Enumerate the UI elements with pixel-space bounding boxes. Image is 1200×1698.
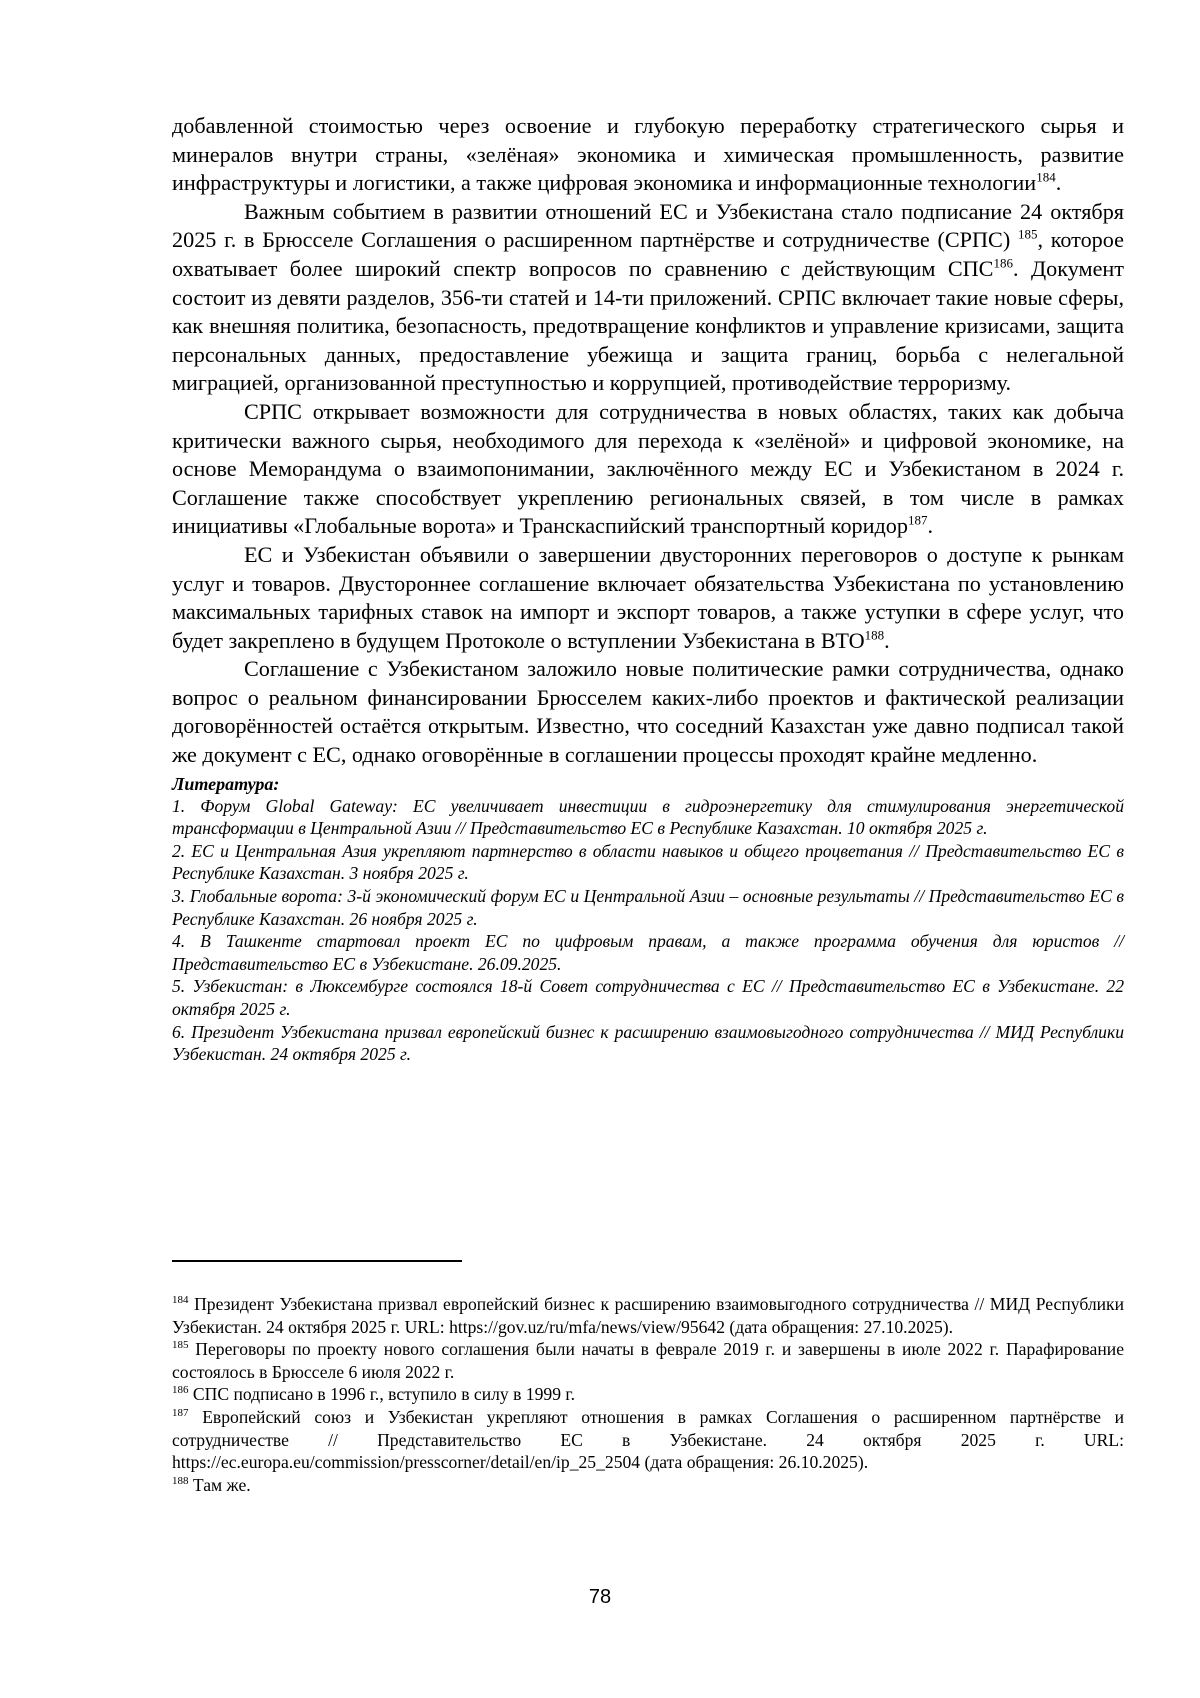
footnote-187 <box>172 1406 1124 1474</box>
literature-item: 2. ЕС и Центральная Азия укрепляют партнерство в области навыков и общего процветания // Представительство ЕС в Республике Казахстан. 3 ноября 2025 г. <box>172 840 1124 884</box>
footnote-ref-184[interactable]: 184 <box>1036 169 1056 185</box>
paragraph-text: Важным событием в развитии отношений ЕС и Узбекистана стало подписание 24 октября 2025 г. в Брюсселе Соглашения о расширенном партнёрстве и сотрудничестве (СРПС) <box>172 198 1124 253</box>
paragraph-srps-signing <box>172 198 1124 398</box>
paragraph-text-end: . <box>1055 170 1062 196</box>
literature-item: 1. Форум Global Gateway: ЕС увеличивает инвестиции в гидроэнергетику для стимулирования энергетической трансформации в Центральной Азии // Представительство ЕС в Республике Казахстан. 10 октября 2025 г. <box>172 795 1124 839</box>
footnote-188 <box>172 1474 1124 1497</box>
page-number: 78 <box>588 1586 612 1608</box>
paragraph-text: СРПС открывает возможности для сотрудничества в новых областях, таких как добыча критически важного сырья, необходимого для перехода к «зелёной» и цифровой экономике, на основе Меморандума о взаимопонимании, заключённого между ЕС и Узбекистаном в 2024 г. Соглашение также способствует укреплению региональных связей, в том числе в рамках инициативы «Глобальные ворота» и Транскаспийский транспортный коридор <box>172 398 1124 539</box>
body-text <box>172 112 1124 770</box>
literature-heading: Литература: <box>172 773 280 794</box>
page-content <box>172 112 1124 1066</box>
footnote-text: Там же. <box>192 1474 251 1495</box>
footnote-184 <box>172 1293 1124 1338</box>
literature-item: 6. Президент Узбекистана призвал европейский бизнес к расширению взаимовыгодного сотрудничества // МИД Республики Узбекистан. 24 октября 2025 г. <box>172 1021 1124 1065</box>
footnote-number: 186 <box>172 1384 189 1397</box>
footnote-185 <box>172 1338 1124 1383</box>
footnote-ref-187[interactable]: 187 <box>908 512 928 528</box>
footnote-ref-188[interactable]: 188 <box>864 627 885 643</box>
footnote-number: 188 <box>172 1474 189 1487</box>
footnote-number: 187 <box>172 1407 189 1420</box>
footnote-186 <box>172 1383 1124 1406</box>
footnote-ref-186[interactable]: 186 <box>993 255 1013 271</box>
paragraph-continuation <box>172 112 1124 198</box>
paragraph-text: добавленной стоимостью через освоение и глубокую переработку стратегического сырья и минералов внутри страны, «зелёная» экономика и химическая промышленность, развитие инфраструктуры и логистики, а также цифровая экономика и информационные технологии <box>172 113 1124 196</box>
footnote-ref-185[interactable]: 185 <box>1017 226 1038 242</box>
footnote-text: Европейский союз и Узбекистан укрепляют отношения в рамках Соглашения о расширенном партнёрстве и сотрудничестве // Представительство ЕС в Узбекистане. 24 октября 2025 г. URL: https://ec.europa.eu/commission/presscorner/detail/en/ip_25_2504 (дата обращения: 26.10.2025). <box>172 1406 1125 1473</box>
literature-item: 5. Узбекистан: в Люксембурге состоялся 18-й Совет сотрудничества с ЕС // Представительство ЕС в Узбекистане. 22 октября 2025 г. <box>172 976 1124 1019</box>
footnote-text: Переговоры по проекту нового соглашения были начаты в феврале 2019 г. и завершены в июле 2022 г. Парафирование состоялось в Брюсселе 6 июля 2022 г. <box>172 1339 1124 1382</box>
paragraph-wto-negotiations <box>172 541 1124 655</box>
literature-item: 3. Глобальные ворота: 3-й экономический форум ЕС и Центральной Азии – основные результаты // Представительство ЕС в Республике Казахстан. 26 ноября 2025 г. <box>172 886 1124 929</box>
footnote-number: 184 <box>172 1294 189 1307</box>
footnote-text: Президент Узбекистана призвал европейский бизнес к расширению взаимовыгодного сотрудничества // МИД Республики Узбекистан. 24 октября 2025 г. URL: https://gov.uz/ru/mfa/news/view/95642 (дата обращения: 27.10.2025). <box>172 1294 1124 1337</box>
footnote-separator <box>172 1260 462 1262</box>
paragraph-text-end: . Документ состоит из девяти разделов, 356-ти статей и 14-ти приложений. СРПС включает такие новые сферы, как внешняя политика, безопасность, предотвращение конфликтов и управление кризисами, защита персональных данных, предоставление убежища и защита границ, борьба с нелегальной миграцией, организованной преступностью и коррупцией, противодействие терроризму. <box>172 255 1124 396</box>
paragraph-text-end: . <box>927 513 934 539</box>
paragraph-text: ЕС и Узбекистан объявили о завершении двусторонних переговоров о доступе к рынкам услуг и товаров. Двустороннее соглашение включает обязательства Узбекистана по установлению максимальных тарифных ставок на импорт и экспорт товаров, а также уступки в сфере услуг, что будет закреплено в будущем Протоколе о вступлении Узбекистана в ВТО <box>172 541 1124 653</box>
paragraph-conclusion <box>172 655 1124 769</box>
paragraph-text-end: . <box>884 627 890 653</box>
paragraph-srps-opportunities <box>172 398 1124 541</box>
footnotes <box>172 1293 1124 1496</box>
literature-list <box>172 795 1124 1066</box>
paragraph-text: Соглашение с Узбекистаном заложило новые политические рамки сотрудничества, однако вопрос о реальном финансировании Брюсселем каких-либо проектов и фактической реализации договорённостей остаётся открытым. Известно, что соседний Казахстан уже давно подписал такой же документ с ЕС, однако оговорённые в соглашении процессы проходят крайне медленно. <box>172 656 1124 768</box>
literature-item: 4. В Ташкенте стартовал проект ЕС по цифровым правам, а также программа обучения для юристов // Представительство ЕС в Узбекистане. 26.09.2025. <box>172 931 1124 974</box>
footnote-text: СПС подписано в 1996 г., вступило в силу в 1999 г. <box>192 1384 576 1405</box>
paragraph-text-middle: , которое охватывает более широкий спектр вопросов по сравнению с действующим СПС <box>172 227 1124 281</box>
footnote-number: 185 <box>172 1339 189 1352</box>
